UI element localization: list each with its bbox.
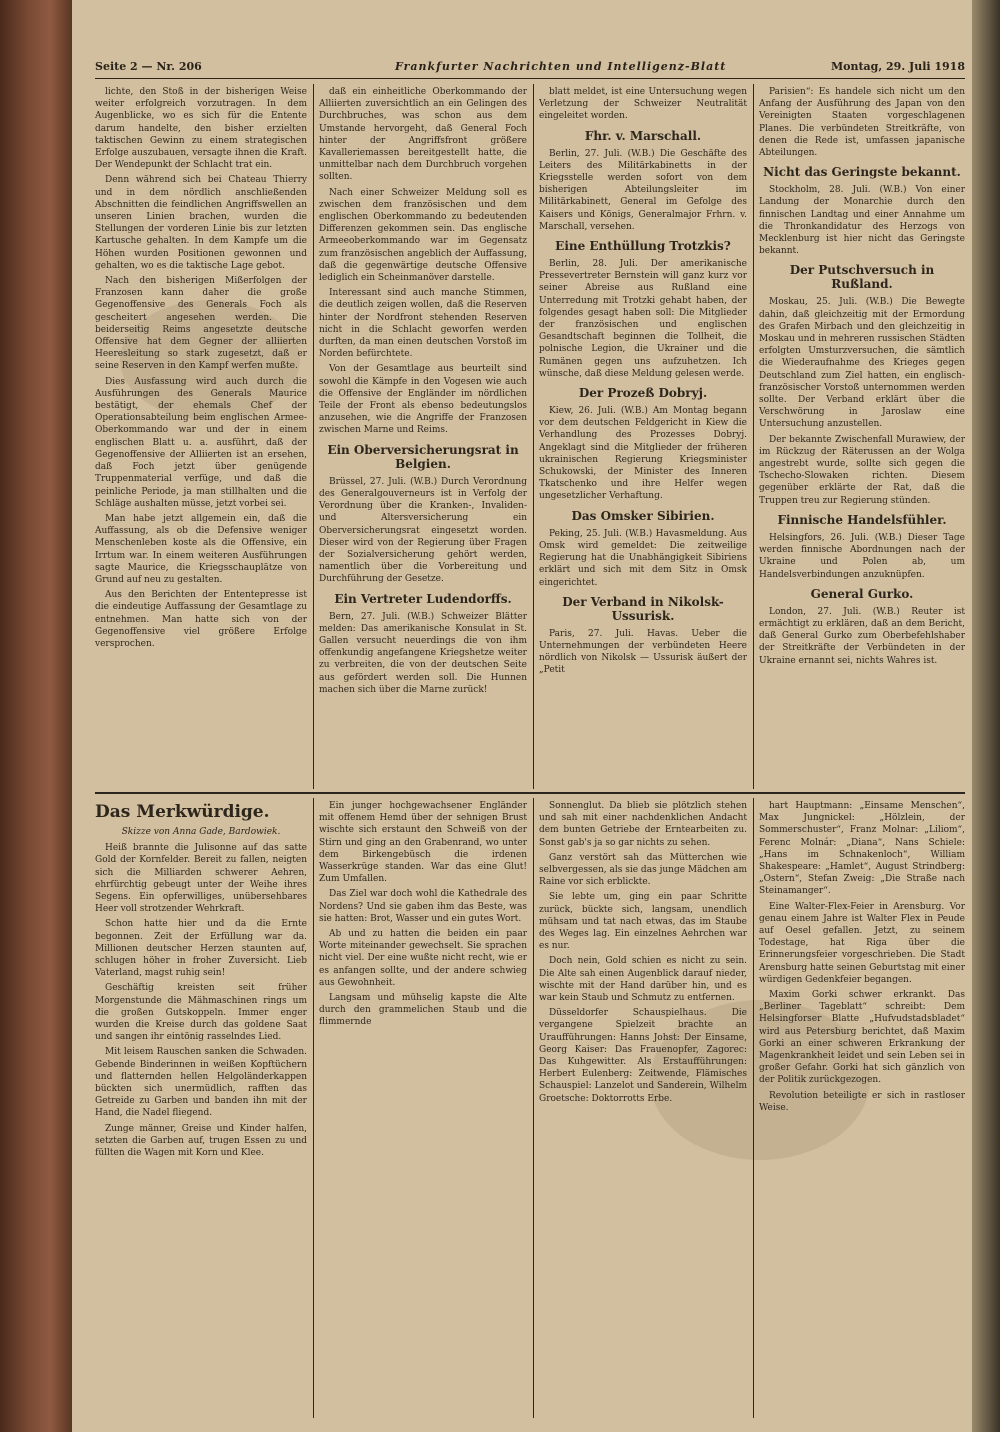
paragraph: Schon hatte hier und da die Ernte begonnen. Zeit der Erfüllung war da. Millionen deutscher Herzen staunten auf, schlugen höher in froher Zuversicht. Lieb Vaterland, magst ruhig sein! — [95, 919, 307, 979]
paragraph: Nach den bisherigen Mißerfolgen der Franzosen kann daher die große Gegenoffensive des Generals Foch als gescheitert angesehen werden. Die beiderseitig Reims angesetzte deutsche Offensive hat dem Gegner der alliierten Heeresleitung so stark zugesetzt, daß er seine Reserven in den Kampf werfen mußte. — [95, 276, 307, 372]
paragraph: Peking, 25. Juli. (W.B.) Havasmeldung. Aus Omsk wird gemeldet: Die zeitweilige Regierung hat die Unabhängigkeit Sibiriens erklärt und sich mit dem Sitz in Omsk eingerichtet. — [539, 528, 747, 588]
masthead-title: Frankfurter Nachrichten und Intelligenz-Blatt — [395, 60, 727, 73]
paragraph: daß ein einheitliche Oberkommando der Alliierten zuversichtlich an ein Gelingen des Durchbruches, was schon aus dem Umstande hervorgeht, daß General Foch hinter der Angriffsfront größere Kavalleriemassen bereitgestellt hatte, die unmittelbar nach dem Durchbruch vorgehen sollten. — [319, 87, 527, 183]
paragraph: Sie lebte um, ging ein paar Schritte zurück, bückte sich, langsam, unendlich mühsam und tat nach etwas, das im Staube des Weges lag. Ein einzelnes Aehrchen war es nur. — [539, 892, 747, 952]
feuilleton-byline: Skizze von Anna Gade, Bardowiek. — [121, 827, 281, 837]
feuilleton-column-1 — [95, 800, 307, 1416]
paragraph: Zunge männer, Greise und Kinder halfen, setzten die Garben auf, trugen Essen zu und füllten die Wagen mit Korn und Klee. — [95, 1123, 307, 1159]
paragraph: Von der Gesamtlage aus beurteilt sind sowohl die Kämpfe in den Vogesen wie auch die Offensive der Engländer im nördlichen Teile der Front als ebenso bedeutungslos anzusehen, wie die Angriffe der Franzosen zwischen Marne und Reims. — [319, 364, 527, 436]
paragraph: Mit leisem Rauschen sanken die Schwaden. Gebende Binderinnen in weißen Kopftüchern und flatternden hellen Helgoländerkappen bückten sich unermüdlich, rafften das Getreide zu Garben und banden ihn mit der Hand, die Nadel fliegend. — [95, 1047, 307, 1119]
paragraph: Das Ziel war doch wohl die Kathedrale des Nordens? Und sie gaben ihm das Beste, was sie hatten: Brot, Wasser und ein gutes Wort. — [319, 889, 527, 924]
column-rule — [753, 798, 754, 1418]
paragraph: Denn während sich bei Chateau Thierry und in dem nördlich anschließenden Abschnitten die feindlichen Angriffswellen an unseren Linien brachen, wurden die Stellungen der vorderen Linie bis zur letzten Kartusche gehalten. In dem Kampfe um die Höhen wurden Positionen gewonnen und gehalten, wo es die taktische Lage gebot. — [95, 175, 307, 271]
column-rule — [313, 84, 314, 789]
paragraph: Heiß brannte die Julisonne auf das satte Gold der Kornfelder. Bereit zu fallen, neigten sich die Milliarden schwerer Aehren, ehrfürchtig gebeugt unter der Weihe ihres Segens. Ein opferwilliges, unübersehbares Heer voll strotzender Wehrkraft. — [95, 843, 307, 915]
article-column-2 — [319, 86, 527, 788]
column-rule — [533, 798, 534, 1418]
paragraph: Berlin, 27. Juli. (W.B.) Die Geschäfte des Leiters des Militärkabinetts in der Kriegsstelle werden sofort von dem bisherigen Abteilungsleiter im Militärkabinett, General im Gefolge des Kaisers und Königs, Generalmajor Frhrn. v. Marschall, versehen. — [539, 148, 747, 232]
paragraph: Eine Walter-Flex-Feier in Arensburg. Vor genau einem Jahre ist Walter Flex in Peude auf Oesel gefallen. Jetzt, zu seinem Todestage, hat Riga über die Erinnerungsfeier vorgeschrieben. Die Stadt Arensburg hatte seinen Geburtstag mit einer würdigen Gedenkfeier begangen. — [759, 901, 965, 985]
paragraph: Ganz verstört sah das Mütterchen wie selbvergessen, als sie das junge Mädchen am Raine vor sich erblickte. — [539, 852, 747, 888]
article-column-1 — [95, 86, 307, 788]
article-heading: Nicht das Geringste bekannt. — [763, 165, 961, 180]
article-column-4 — [759, 86, 965, 788]
paragraph: Parisien“: Es handele sich nicht um den Anfang der Ausführung des Japan von den Vereinigten Staaten vorgeschlagenen Planes. Die verbündeten Streitkräfte, von denen die Rede ist, umfassen japanische Abteilungen. — [759, 87, 965, 159]
paragraph: Brüssel, 27. Juli. (W.B.) Durch Verordnung des Generalgouverneurs ist in Verfolg der Verordnung über die Kranken-, Invaliden- und Altersversicherung ein Oberversicherungsrat eingesetzt worden. Dieser wird von der Regierung über Fragen der Sozialversicherung gehört werden, namentlich über die Vorbereitung und Durchführung der Gesetze. — [319, 476, 527, 585]
paragraph: blatt meldet, ist eine Untersuchung wegen Verletzung der Schweizer Neutralität eingeleitet worden. — [539, 87, 747, 122]
article-heading: Der Verband in Nikolsk-Ussurisk. — [562, 594, 724, 623]
paragraph: Nach einer Schweizer Meldung soll es zwischen dem französischen und dem englischen Oberkommando zu bedeutenden Differenzen gekommen sein. Das englische Armeeoberkommando war im Gegensatz zum französischen angeblich der Auffassung, daß die gegenwärtige deutsche Offensive lediglich ein Scheinmanöver darstelle. — [319, 187, 527, 284]
column-rule — [753, 84, 754, 789]
paragraph: Der bekannte Zwischenfall Murawiew, der im Rückzug der Räterussen an der Wolga angestrebt wurde, sollte sich gegen die Tschecho-Slowaken richten. Diesem gegenüber erklärte der Rat, daß die Truppen treu zur Regierung stünden. — [759, 434, 965, 506]
article-heading: Das Omsker Sibirien. — [571, 508, 715, 523]
article-heading: Finnische Handelsfühler. — [777, 512, 947, 527]
feuilleton-column-3 — [539, 800, 747, 1416]
paragraph: Sonnenglut. Da blieb sie plötzlich stehen und sah mit einer nachdenklichen Andacht dem bunten Getriebe der Erntearbeiten zu. Sonst gab's ja so gar nichts zu sehen. — [539, 801, 747, 848]
paragraph: Geschäftig kreisten seit früher Morgenstunde die Mähmaschinen rings um die großen Gutskoppeln. Immer enger wurden die Kreise durch das goldene Saat und sangen ihr eintönig rasselndes Lied. — [95, 983, 307, 1043]
paragraph: Stockholm, 28. Juli. (W.B.) Von einer Landung der Monarchie durch den finnischen Landtag und einer Annahme um die Thronkandidatur des Herzogs von Mecklenburg ist hier nicht das Geringste bekannt. — [759, 185, 965, 257]
paragraph: Doch nein, Gold schien es nicht zu sein. Die Alte sah einen Augenblick darauf nieder, wischte mit der Hand darüber hin, und es war kein Staub und Schmutz zu entfernen. — [539, 956, 747, 1004]
paragraph: Moskau, 25. Juli. (W.B.) Die Bewegte dahin, daß gleichzeitig mit der Ermordung des Grafen Mirbach und den gleichzeitig in Moskau und in mehreren russischen Städten erfolgten Umsturzversuchen, die sämtlich die Wiederaufnahme des Krieges gegen Deutschland zum Ziel hatten, ein englisch-französischer Vorstoß unternommen werden sollte. Der Verband erklärt über die Verschwörung in Jaroslaw eine Untersuchung anzustellen. — [759, 297, 965, 430]
column-rule — [313, 798, 314, 1418]
article-column-3 — [539, 86, 747, 788]
paragraph: Ab und zu hatten die beiden ein paar Worte miteinander gewechselt. Sie sprachen nicht viel. Der eine wußte nicht recht, wie er es anfangen sollte, und der andere schwieg aus Gewohnheit. — [319, 929, 527, 988]
column-rule — [533, 84, 534, 789]
issue-date: Montag, 29. Juli 1918 — [830, 60, 965, 73]
paragraph: Kiew, 26. Juli. (W.B.) Am Montag begann vor dem deutschen Feldgericht in Kiew die Verhandlung des Prozesses Dobryj. Angeklagt sind die Mitglieder der früheren ukrainischen Regierung Kriegsminister Schukowski, der Minister des Inneren Tkatschenko und ihre Helfer wegen ungesetzlicher Verhaftung. — [539, 406, 747, 502]
article-heading: Der Prozeß Dobryj. — [578, 386, 708, 401]
article-heading: Der Putschversuch in Rußland. — [789, 263, 935, 292]
article-heading: Ein Oberversicherungsrat in Belgien. — [327, 442, 519, 471]
paragraph: Düsseldorfer Schauspielhaus. Die vergangene Spielzeit brachte an Uraufführungen: Hanns Johst: Der Einsame, Georg Kaiser: Das Frauenopfer, Zagorec: Das Kuhgewitter. Als Erstaufführungen: Herbert Eulenberg: Zeitwende, Flämisches Schauspiel: Lanzelot und Sanderein, Wilhelm Groetsche: Doktorrotts Erbe. — [539, 1008, 747, 1104]
paragraph: Man habe jetzt allgemein ein, daß die Auffassung, als ob die Defensive weniger Menschenleben koste als die Offensive, ein Irrtum war. In einem weiteren Ausführungen sagte Maurice, die Kriegsschauplätze von Grund auf neu zu gestalten. — [95, 513, 307, 585]
paragraph: London, 27. Juli. (W.B.) Reuter ist ermächtigt zu erklären, daß an dem Bericht, daß General Gurko zum Oberbefehlshaber der Streitkräfte der Verbündeten in der Ukraine ernannt sei, nichts Wahres ist. — [759, 606, 965, 666]
paragraph: Dies Ausfassung wird auch durch die Ausführungen des Generals Maurice bestätigt, der ehemals Chef der Operationsabteilung beim englischen Armee-Oberkommando war und der in einem englischen Blatt u. a. ausführt, daß der Gegenoffensive der Alliierten ist an ersehen, daß Foch jetzt über genügende Truppenmaterial verfüge, und daß die peinliche Periode, ja man stillhalten und die Schläge aushalten müsse, jetzt vorbei sei. — [95, 376, 307, 509]
paragraph: hart Hauptmann: „Einsame Menschen“, Max Jungnickel: „Hölzlein, der Sommerschuster“, Franz Molnar: „Liliom“, Ferenc Molnár: „Diana“, Nans Schiele: „Hans im Schnakenloch“, William Shakespeare: „Hamlet“, August Strindberg: „Ostern“, Stefan Zweig: „Die Straße nach Steinamanger“. — [759, 801, 965, 897]
paragraph: Revolution beteiligte er sich in rastloser Weise. — [759, 1090, 965, 1113]
article-heading: Fhr. v. Marschall. — [584, 128, 702, 143]
article-heading: Eine Enthüllung Trotzkis? — [555, 239, 731, 254]
article-heading: General Gurko. — [810, 586, 914, 601]
paragraph: Berlin, 28. Juli. Der amerikanische Pressevertreter Bernstein will ganz kurz vor seiner Abreise aus Rußland eine Unterredung mit Trotzki gehabt haben, der folgendes gesagt haben soll: Die Mitglieder der französischen und englischen Gesandtschaft beginnen die Tollheit, die polnische Legion, die Ukrainer und die Rumänen gegen uns aufzuhetzen. Ich wünsche, daß diese Meldung gelesen werde. — [539, 259, 747, 379]
paragraph: Maxim Gorki schwer erkrankt. Das „Berliner Tageblatt“ schreibt: Dem Helsingforser Blatte „Hufvudstadsbladet“ wird aus Petersburg berichtet, daß Maxim Gorki an einer schweren Erkrankung der Magenkrankheit leidet und sein Leben sei in großer Gefahr. Gorki hat sich gänzlich von der Politik zurückgezogen. — [759, 990, 965, 1086]
paragraph: Paris, 27. Juli. Havas. Ueber die Unternehmungen der verbündeten Heere nördlich von Nikolsk — Ussurisk äußert der „Petit — [539, 628, 747, 676]
paragraph: Langsam und mühselig kapste die Alte durch den grammelichen Staub und die flimmernde — [319, 993, 527, 1028]
paragraph: Bern, 27. Juli. (W.B.) Schweizer Blätter melden: Das amerikanische Konsulat in St. Gallen versucht neuerdings die von ihm offenkundig angefangene Kriegshetze weiter zu verbreiten, die von der deutschen Seite aus gefördert werden soll. Die Hunnen machen sich über die Marne zurück! — [319, 611, 527, 695]
section-divider — [95, 792, 965, 794]
paragraph: Aus den Berichten der Ententepresse ist die eindeutige Auffassung der Gesamtlage zu entnehmen. Man hatte sich von der Gegenoffensive viel größere Erfolge versprochen. — [95, 590, 307, 649]
feuilleton-column-2 — [319, 800, 527, 1416]
paragraph: Interessant sind auch manche Stimmen, die deutlich zeigen wollen, daß die Reserven hinter der Nordfront stehenden Reserven nicht in die Schlacht geworfen werden durften, da man einen deutschen Vorstoß im Norden befürchtete. — [319, 288, 527, 360]
article-heading: Ein Vertreter Ludendorffs. — [334, 591, 512, 606]
paragraph: Helsingfors, 26. Juli. (W.B.) Dieser Tage werden finnische Abordnungen nach der Ukraine und Polen ab, um Handelsverbindungen anzuknüpfen. — [759, 532, 965, 580]
page-edge-shadow — [972, 0, 1000, 1432]
page-number: Seite 2 — Nr. 206 — [95, 60, 202, 73]
paragraph: Ein junger hochgewachsener Engländer mit offenem Hemd über der sehnigen Brust wischte sich erstaunt den Schweiß von der Stirn und ging an den Grabenrand, wo unter dem Birkengebüsch die irdenen Wasserkrüge standen. War das eine Glut! Zum Umfallen. — [319, 801, 527, 885]
feuilleton-title: Das Merkwürdige. — [95, 802, 270, 822]
book-binding — [0, 0, 72, 1432]
feuilleton-column-4 — [759, 800, 965, 1416]
paragraph: lichte, den Stoß in der bisherigen Weise weiter erfolgreich vorzutragen. In dem Augenblicke, wo es sich für die Entente darum handelte, den bisher erzielten taktischen Gewinn zu einem strategischen Erfolge auszubauen, versagte ihnen die Kraft. Der Wendepunkt der Schlacht trat ein. — [95, 87, 307, 171]
page-header — [95, 56, 965, 79]
